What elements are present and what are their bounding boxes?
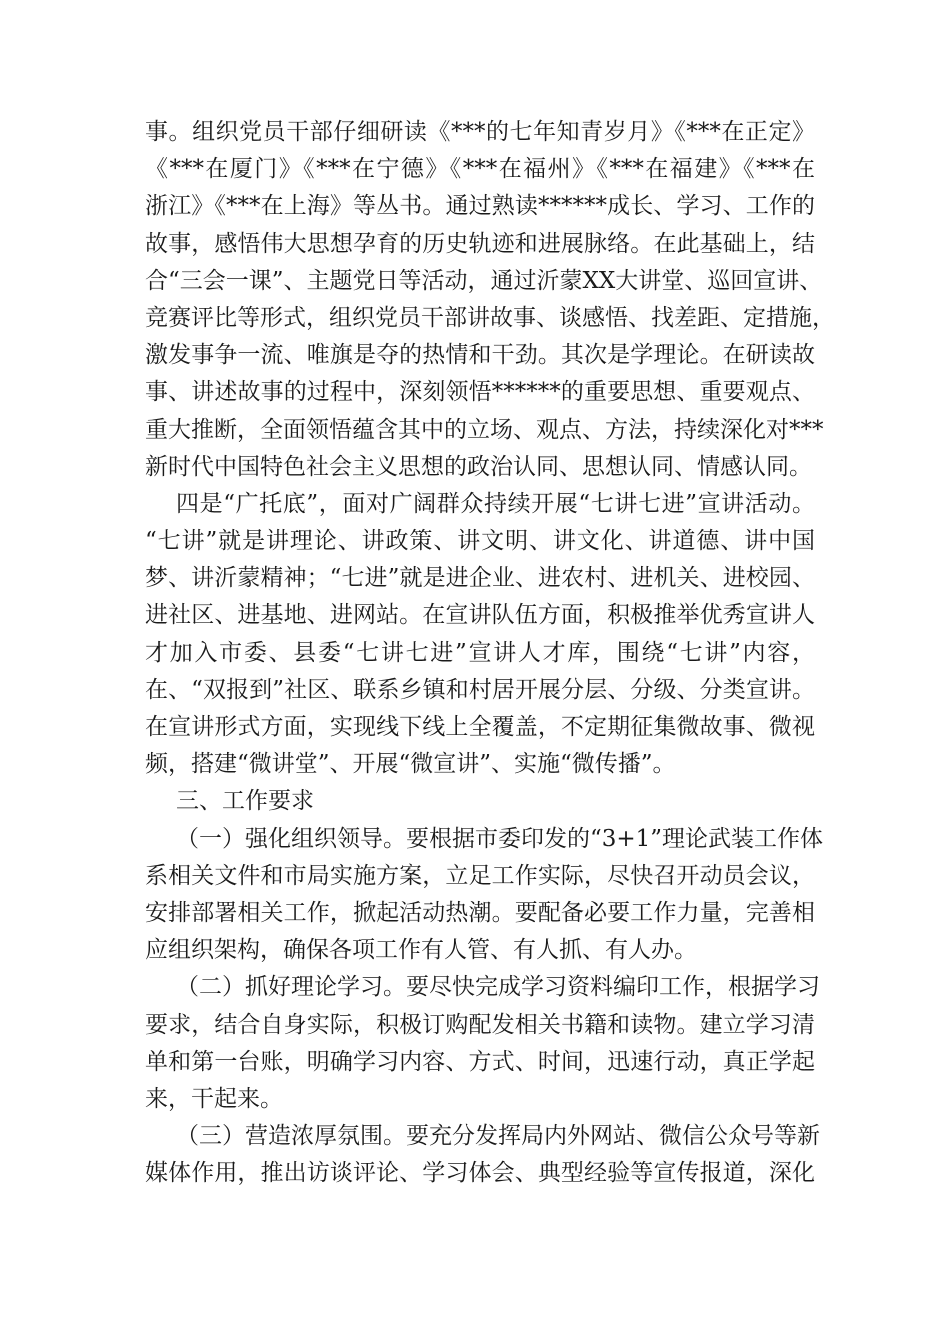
body-line: 在宣讲形式方面，实现线下线上全覆盖，不定期征集微故事、微视: [145, 714, 815, 740]
body-line: 才加入市委、县委“七讲七进”宣讲人才库，围绕“七讲”内容，: [145, 639, 815, 666]
body-line: 单和第一台账，明确学习内容、方式、时间，迅速行动，真正学起: [145, 1048, 815, 1075]
paragraph-start-line: 四是“广托底”，面对广阔群众持续开展“七讲七进”宣讲活动。: [176, 490, 815, 517]
body-line: 浙江》《***在上海》等丛书。通过熟读******成长、学习、工作的: [145, 193, 815, 220]
body-line: 梦、讲沂蒙精神；“七进”就是进企业、进农村、进机关、进校园、: [145, 565, 815, 592]
body-line: 在、“双报到”社区、联系乡镇和村居开展分层、分级、分类宣讲。: [145, 676, 815, 703]
paragraph-start-line: （二）抓好理论学习。要尽快完成学习资料编印工作，根据学习: [176, 974, 820, 1001]
paragraph-start-line: （一）强化组织领导。要根据市委印发的“3+1”理论武装工作体: [176, 825, 824, 852]
document-body: [145, 114, 835, 1192]
body-line: 进社区、进基地、进网站。在宣讲队伍方面，积极推举优秀宣讲人: [145, 602, 815, 629]
body-line: 应组织架构，确保各项工作有人管、有人抓、有人办。: [145, 937, 697, 964]
body-line: 事、讲述故事的过程中，深刻领悟******的重要思想、重要观点、: [145, 379, 815, 406]
body-line: 故事，感悟伟大思想孕育的历史轨迹和进展脉络。在此基础上，结: [145, 230, 815, 257]
body-line: 竞赛评比等形式，组织党员干部讲故事、谈感悟、找差距、定措施，: [145, 304, 835, 331]
body-line: 系相关文件和市局实施方案，立足工作实际，尽快召开动员会议，: [145, 862, 815, 889]
body-line: 新时代中国特色社会主义思想的政治认同、思想认同、情感认同。: [145, 453, 812, 480]
paragraph-start-line: （三）营造浓厚氛围。要充分发挥局内外网站、微信公众号等新: [176, 1123, 820, 1150]
body-line: 重大推断，全面领悟蕴含其中的立场、观点、方法，持续深化对***: [145, 416, 824, 443]
body-line: 《***在厦门》《***在宁德》《***在福州》《***在福建》《***在: [145, 156, 815, 183]
body-line: 要求，结合自身实际，积极订购配发相关书籍和读物。建立学习清: [145, 1011, 815, 1038]
body-line: 合“三会一课”、主题党日等活动，通过沂蒙XX大讲堂、巡回宣讲、: [145, 267, 823, 294]
body-line: “七讲”就是讲理论、讲政策、讲文明、讲文化、讲道德、讲中国: [145, 528, 815, 555]
body-line: 频，搭建“微讲堂”、开展“微宣讲”、实施“微传播”。: [145, 751, 676, 778]
body-line: 来，干起来。: [145, 1085, 283, 1112]
body-line: 安排部署相关工作，掀起活动热潮。要配备必要工作力量，完善相: [145, 899, 815, 926]
section-heading: 三、工作要求: [176, 788, 314, 815]
body-line: 激发事争一流、唯旗是夺的热情和干劲。其次是学理论。在研读故: [145, 342, 815, 369]
body-line: 事。组织党员干部仔细研读《***的七年知青岁月》《***在正定》: [145, 119, 816, 145]
body-line: 媒体作用，推出访谈评论、学习体会、典型经验等宣传报道，深化: [145, 1160, 815, 1187]
